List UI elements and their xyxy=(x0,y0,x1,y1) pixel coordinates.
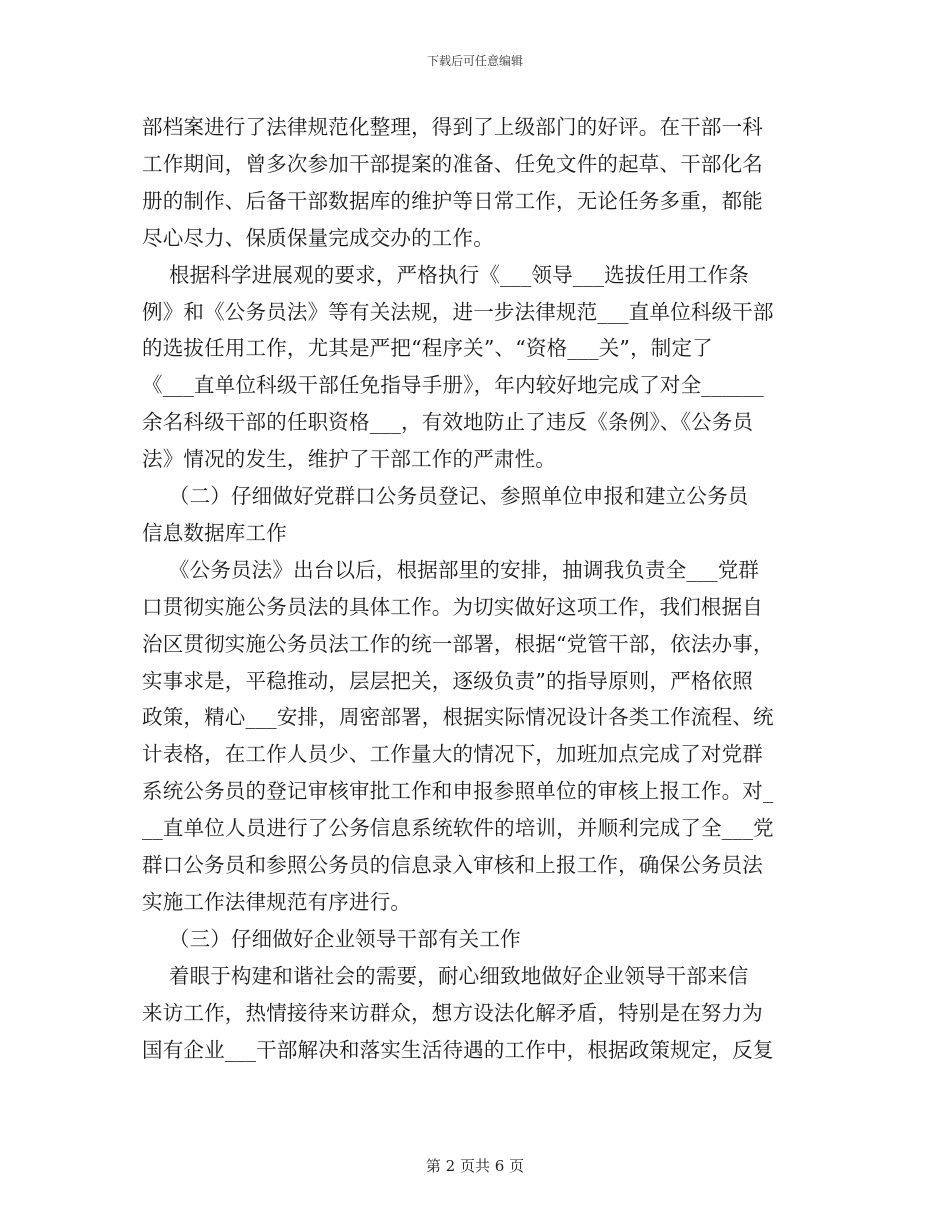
body-text-line: 国有企业___干部解决和落实生活待遇的工作中，根据政策规定，反复 xyxy=(142,1037,774,1062)
body-text-line: 尽心尽力、保质保量完成交办的工作。 xyxy=(142,225,494,250)
body-text-line: __直单位人员进行了公务信息系统软件的培训，并顺利完成了全___党 xyxy=(142,816,774,841)
body-text-line: 实施工作法律规范有序进行。 xyxy=(142,889,412,914)
page-footer: 第 2 页共 6 页 xyxy=(425,1157,525,1175)
body-text-line: 口贯彻实施公务员法的具体工作。为切实做好这项工作，我们根据自 xyxy=(142,594,763,619)
body-text-line: 治区贯彻实施公务员法工作的统一部署，根据“党管干部，依法办事， xyxy=(142,631,774,656)
page-header: 下载后可任意编辑 xyxy=(426,54,523,68)
body-text-line: 群口公务员和参照公务员的信息录入审核和上报工作，确保公务员法 xyxy=(142,853,763,877)
body-text-line: 来访工作，热情接待来访群众，想方设法化解矛盾，特别是在努力为 xyxy=(142,1000,763,1025)
body-text-line: 着眼于构建和谐社会的需要，耐心细致地做好企业领导干部来信 xyxy=(142,963,749,988)
body-text-line: 信息数据库工作 xyxy=(142,520,287,545)
body-text-line: 《___直单位科级干部任免指导手册》，年内较好地完成了对全______ xyxy=(142,373,764,398)
body-text-line: 余名科级干部的任职资格___，有效地防止了违反《条例》、《公务员 xyxy=(142,410,754,435)
body-text-line: 工作期间，曾多次参加干部提案的准备、任免文件的起草、干部化名 xyxy=(142,151,763,176)
body-text-line: 部档案进行了法律规范化整理，得到了上级部门的好评。在干部一科 xyxy=(142,115,763,139)
body-text-line: 根据科学进展观的要求，严格执行《___领导___选拔任用工作条 xyxy=(142,262,750,287)
body-text-line: 册的制作、后备干部数据库的维护等日常工作，无论任务多重，都能 xyxy=(142,188,763,213)
body-text-line: 《公务员法》出台以后，根据部里的安排，抽调我负责全___党群 xyxy=(142,557,760,582)
body-text-line: 政策，精心___安排，周密部署，根据实际情况设计各类工作流程、统 xyxy=(142,705,774,730)
body-text-line: （二）仔细做好党群口公务员登记、参照单位申报和建立公务员 xyxy=(142,484,749,508)
body-text-line: 法》情况的发生，维护了干部工作的严肃性。 xyxy=(142,447,556,472)
body-text-line: 的选拔任用工作，尤其是严把“程序关”、“资格___关”，制定了 xyxy=(142,336,713,361)
body-text-line: 实事求是，平稳推动，层层把关，逐级负责”的指导原则，严格依照 xyxy=(142,668,753,693)
body-text-line: 计表格，在工作人员少、工作量大的情况下，加班加点完成了对党群 xyxy=(142,742,763,767)
body-text-line: 例》和《公务员法》等有关法规，进一步法律规范___直单位科级干部 xyxy=(142,299,774,324)
body-text-line: 系统公务员的登记审核审批工作和申报参照单位的审核上报工作。对_ xyxy=(142,779,774,804)
body-text-line: （三）仔细做好企业领导干部有关工作 xyxy=(142,926,521,951)
